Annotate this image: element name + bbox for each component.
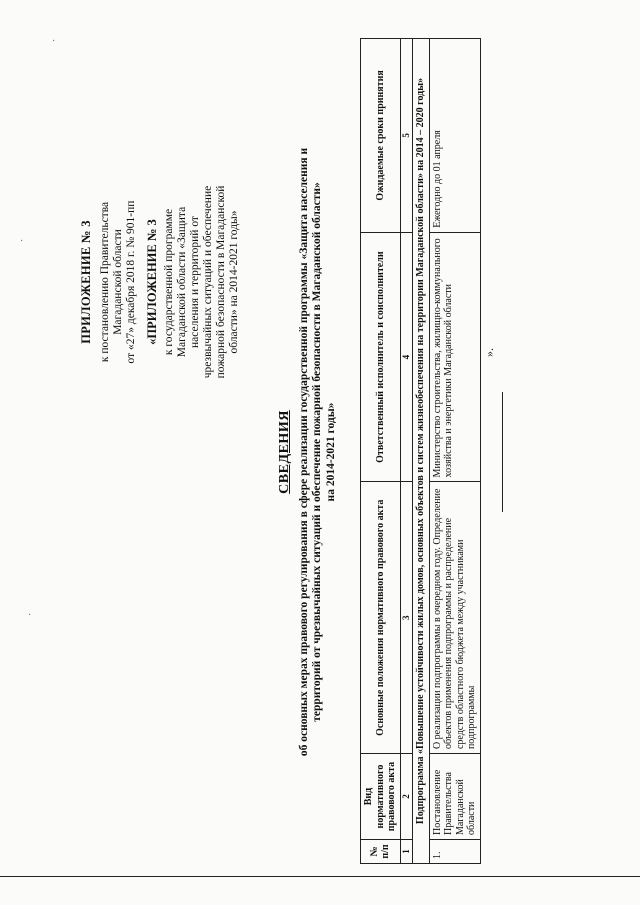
column-number: 5 xyxy=(400,39,413,233)
landscape-content xyxy=(70,22,570,882)
title-line: на 2014-2021 годы» xyxy=(324,402,337,502)
act-type: Постановление Правительства Магаданской области xyxy=(429,754,480,840)
title-line: об основных мерах правового регулирования в сфере реализации государственной программы «Защита населения и xyxy=(297,147,310,757)
column-number-row xyxy=(400,39,413,864)
title-line: территорий от чрезвычайных ситуаций и обеспечение пожарной безопасности в Магаданской области» xyxy=(311,182,323,722)
scan-speck: · xyxy=(28,610,32,621)
appendix-title: ПРИЛОЖЕНИЕ № 3 xyxy=(79,220,93,344)
table-row xyxy=(429,39,480,864)
closing-quote: ». xyxy=(482,348,496,357)
header-cell: № п/п xyxy=(361,840,401,864)
scan-speck: · xyxy=(52,36,56,47)
appendix-block xyxy=(80,62,241,502)
responsible: Министерство строительства, жилищно-коммунального хозяйства и энергетики Магаданской области xyxy=(429,232,480,482)
appendix-title-2: «ПРИЛОЖЕНИЕ № 3 xyxy=(145,219,159,345)
act-content: О реализации подпрограммы в очередном году. Определение объектов применения подпрограммы и распределение средств областного бюджета между участниками подпрограммы xyxy=(429,482,480,754)
appendix-line: чрезвычайных ситуаций и обеспечение xyxy=(202,185,214,379)
column-number: 2 xyxy=(400,754,413,840)
header-cell: Ответственный исполнитель и соисполнители xyxy=(361,232,401,482)
column-number: 4 xyxy=(400,232,413,482)
appendix-line: населения и территорий от xyxy=(189,216,201,348)
scan-speck: · xyxy=(20,236,24,247)
deadline: Ежегодно до 01 апреля xyxy=(429,39,480,233)
appendix-line: Магаданской области xyxy=(112,229,124,335)
document-title xyxy=(278,32,338,872)
subprogram-title: Подпрограмма «Повышение устойчивости жилых домов, основных объектов и систем жизнеобеспечения на территории Магаданской области» на 2014 – 2020 годы» xyxy=(413,39,430,864)
row-number: 1. xyxy=(429,840,480,864)
bottom-rule xyxy=(0,876,640,877)
header-cell: Вид нормативного правового акта xyxy=(361,754,401,840)
column-number: 1 xyxy=(400,840,413,864)
heading: СВЕДЕНИЯ xyxy=(277,410,292,494)
appendix-line: Магаданской области «Защита xyxy=(176,206,188,358)
header-cell: Основные положения нормативного правового акта xyxy=(361,482,401,754)
appendix-line: к государственной программе xyxy=(163,208,175,356)
column-number: 3 xyxy=(400,482,413,754)
signature-line xyxy=(502,392,503,512)
header-cell: Ожидаемые сроки принятия xyxy=(361,39,401,233)
appendix-line: от «27» декабря 2018 г. № 901-пп xyxy=(125,200,137,364)
measures-table xyxy=(360,38,481,864)
appendix-line: пожарной безопасности в Магаданской xyxy=(215,185,227,379)
appendix-line: к постановлению Правительства xyxy=(99,201,111,363)
subprogram-row xyxy=(413,39,430,864)
appendix-line: области» на 2014-2021 годы» xyxy=(228,210,240,354)
header-row xyxy=(361,39,401,864)
